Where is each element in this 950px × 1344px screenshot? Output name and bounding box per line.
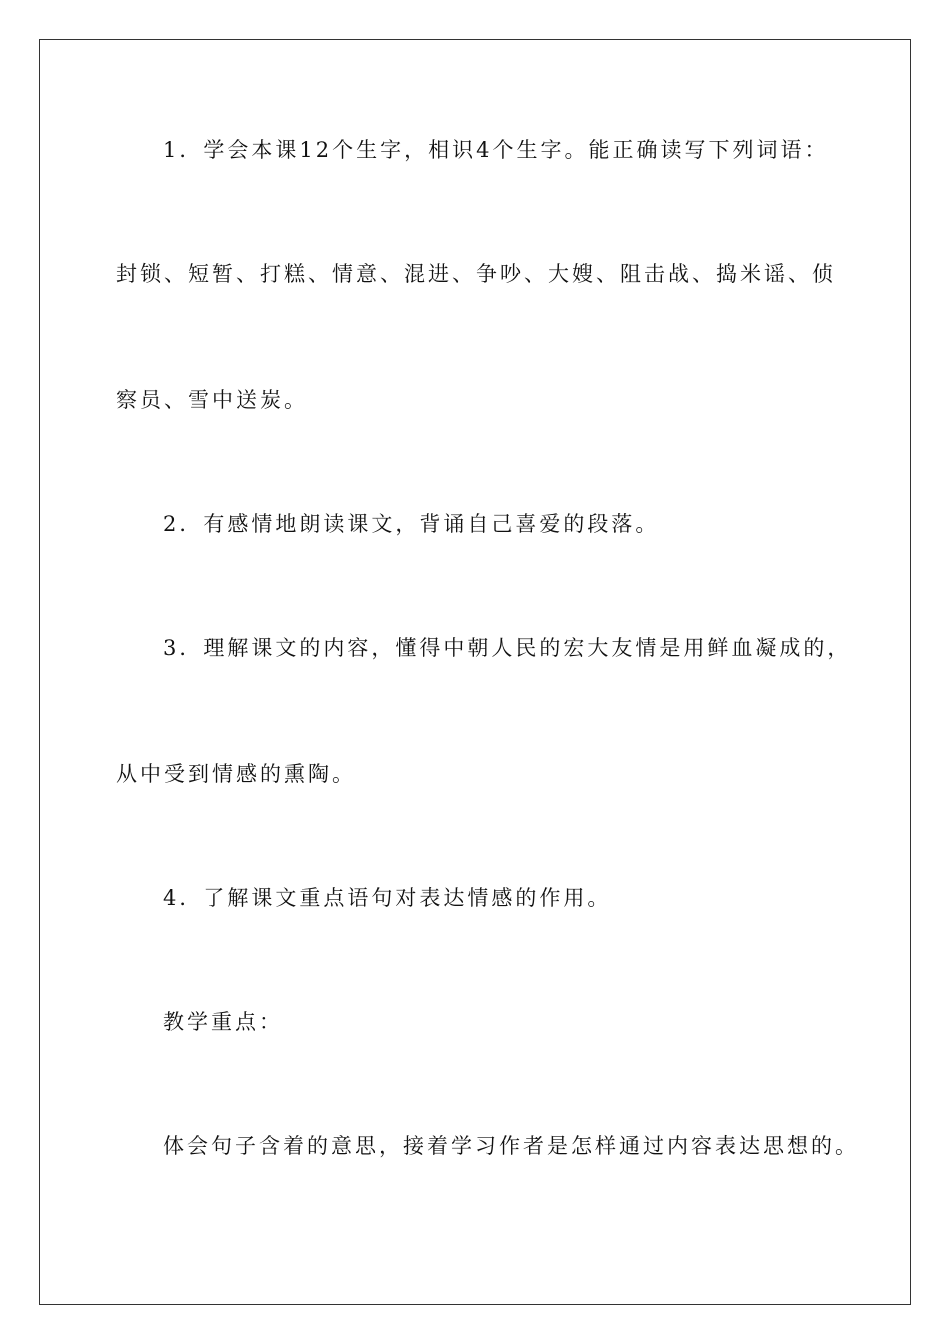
objective-3-line-1: 3．理解课文的内容，懂得中朝人民的宏大友情是用鲜血凝成的， [163,636,852,660]
page-border [39,39,911,1305]
teaching-focus-text: 体会句子含着的意思，接着学习作者是怎样通过内容表达思想的。 [163,1134,859,1158]
objective-3-line-2: 从中受到情感的熏陶。 [116,762,356,786]
section-heading-teaching-focus: 教学重点： [163,1010,283,1034]
objective-1-line-1: 1．学会本课12个生字，相识4个生字。能正确读写下列词语： [163,138,829,162]
objective-1-line-3: 察员、雪中送炭。 [116,388,308,412]
objective-1-line-2: 封锁、短暂、打糕、情意、混进、争吵、大嫂、阻击战、捣米谣、侦 [116,262,836,286]
objective-2: 2．有感情地朗读课文，背诵自己喜爱的段落。 [163,512,660,536]
objective-4: 4．了解课文重点语句对表达情感的作用。 [163,886,612,910]
